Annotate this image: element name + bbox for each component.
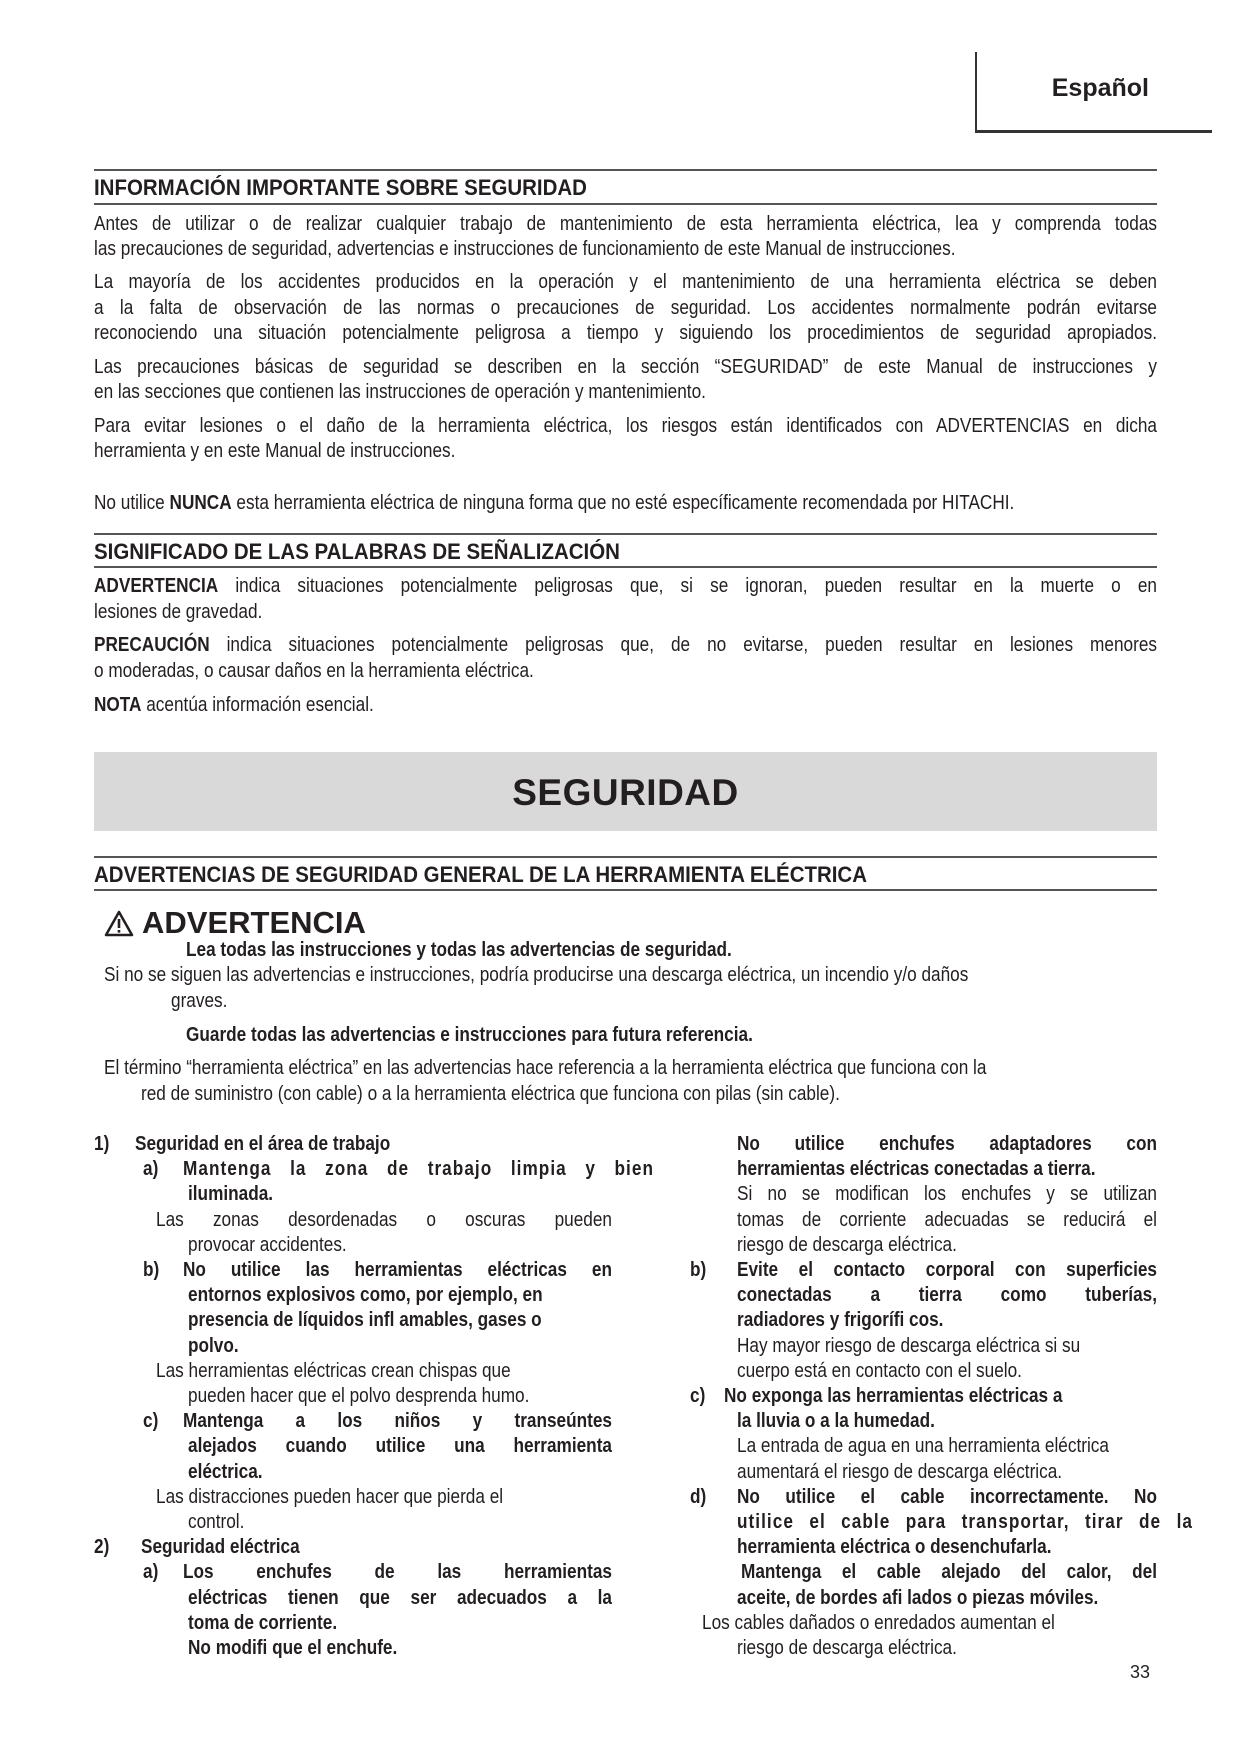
list-line: herramienta eléctrica o desenchufarla. <box>737 1536 1052 1559</box>
list-line: No utilice el cable incorrectamente. No <box>737 1485 1157 1508</box>
list-line: utilice el cable para transportar, tirar de la <box>737 1511 1193 1533</box>
intro-line: Guarde todas las advertencias e instrucciones para futura referencia. <box>186 1024 753 1046</box>
list-line: control. <box>188 1511 245 1533</box>
safety-banner <box>94 752 1157 831</box>
paragraph-line: Para evitar lesiones o el daño de la herramienta eléctrica, los riesgos están identificados con ADVERTENCIAS en dicha <box>94 415 1157 437</box>
list-line: alejados cuando utilice una herramienta <box>188 1435 612 1458</box>
warning-title <box>104 905 366 941</box>
list-line: No modifi que el enchufe. <box>188 1637 398 1659</box>
paragraph-line <box>94 633 1157 658</box>
warning-triangle-icon <box>104 910 134 937</box>
signal-word: PRECAUCIÓN <box>94 634 210 656</box>
section-heading-important-info: INFORMACIÓN IMPORTANTE SOBRE SEGURIDAD <box>94 175 587 200</box>
list-line: Seguridad en el área de trabajo <box>135 1133 391 1155</box>
list-line: Seguridad eléctrica <box>141 1536 300 1559</box>
list-line: radiadores y frigorífi cos. <box>737 1309 944 1332</box>
section-heading-general-warnings: ADVERTENCIAS DE SEGURIDAD GENERAL DE LA HERRAMIENTA ELÉCTRICA <box>94 862 867 887</box>
list-marker: c) <box>143 1410 159 1433</box>
text: indica situaciones potencialmente peligrosas que, de no evitarse, pueden resultar en lesiones menores <box>209 634 1157 656</box>
paragraph-line: La mayoría de los accidentes producidos en la operación y el mantenimiento de una herramienta eléctrica se deben <box>94 271 1157 293</box>
paragraph-line: las precauciones de seguridad, advertencias e instrucciones de funcionamiento de este Manual de instrucciones. <box>94 238 956 260</box>
section-heading-signal-words: SIGNIFICADO DE LAS PALABRAS DE SEÑALIZACIÓN <box>94 539 620 564</box>
intro-line: El término “herramienta eléctrica” en las advertencias hace referencia a la herramienta eléctrica que funciona con la <box>104 1057 987 1079</box>
list-marker: 1) <box>94 1133 110 1155</box>
list-line: Las herramientas eléctricas crean chispas que <box>156 1359 511 1382</box>
emphasis-nunca: NUNCA <box>169 492 232 514</box>
paragraph-line: Las precauciones básicas de seguridad se describen en la sección “SEGURIDAD” de este Manual de instrucciones y <box>94 356 1157 378</box>
list-line: No utilice las herramientas eléctricas en <box>183 1259 612 1281</box>
paragraph-line: Antes de utilizar o de realizar cualquier trabajo de mantenimiento de esta herramienta eléctrica, lea y comprenda todas <box>94 213 1157 235</box>
list-line: eléctrica. <box>188 1460 263 1483</box>
text: acentúa información esencial. <box>141 694 374 716</box>
text: esta herramienta eléctrica de ninguna forma que no esté específicamente recomendada por HITACHI. <box>231 492 1015 514</box>
paragraph-line <box>94 693 374 718</box>
list-line: eléctricas tienen que ser adecuados a la <box>188 1586 612 1609</box>
list-marker: b) <box>143 1259 160 1281</box>
paragraph-line: lesiones de gravedad. <box>94 601 263 623</box>
list-marker: a) <box>143 1561 159 1584</box>
text: No utilice <box>94 492 170 514</box>
list-line: Evite el contacto corporal con superficies <box>737 1259 1157 1281</box>
list-line: Las distracciones pueden hacer que pierda el <box>156 1485 504 1508</box>
banner-title: SEGURIDAD <box>512 772 739 813</box>
list-line: No utilice enchufes adaptadores con <box>737 1133 1157 1155</box>
text: indica situaciones potencialmente peligrosas que, si se ignoran, pueden resultar en la muerte o en <box>218 575 1157 597</box>
intro-line: graves. <box>171 990 228 1012</box>
list-marker: 2) <box>94 1536 110 1559</box>
divider <box>94 566 1157 568</box>
signal-word: NOTA <box>94 694 142 716</box>
list-line: Mantenga la zona de trabajo limpia y bien <box>183 1158 654 1181</box>
list-line: No exponga las herramientas eléctricas a <box>724 1385 1063 1407</box>
list-line: Hay mayor riesgo de descarga eléctrica si su <box>737 1334 1081 1357</box>
list-marker: d) <box>690 1485 707 1508</box>
list-line: Mantenga a los niños y transeúntes <box>183 1410 612 1433</box>
signal-word: ADVERTENCIA <box>94 575 219 597</box>
intro-line: Si no se siguen las advertencias e instrucciones, podría producirse una descarga eléctrica, un incendio y/o daños <box>104 964 969 986</box>
list-line: La entrada de agua en una herramienta eléctrica <box>737 1435 1109 1458</box>
list-line: riesgo de descarga eléctrica. <box>737 1233 957 1256</box>
list-line: herramientas eléctricas conectadas a tierra. <box>737 1158 1096 1181</box>
language-label: Español <box>1051 74 1149 102</box>
warning-label: ADVERTENCIA <box>142 905 366 940</box>
nunca-paragraph <box>94 491 1014 516</box>
paragraph-line <box>94 574 1157 599</box>
list-marker: c) <box>690 1385 706 1407</box>
divider <box>94 533 1157 535</box>
divider <box>94 856 1157 858</box>
list-line: la lluvia o a la humedad. <box>737 1410 935 1433</box>
list-line: Los cables dañados o enredados aumentan el <box>702 1611 1055 1634</box>
list-line: conectadas a tierra como tuberías, <box>737 1284 1157 1307</box>
list-line: aceite, de bordes afi lados o piezas móviles. <box>737 1586 1099 1609</box>
divider <box>94 889 1157 891</box>
list-line: tomas de corriente adecuadas se reducirá el <box>737 1208 1157 1231</box>
list-line: polvo. <box>188 1334 239 1357</box>
list-line: presencia de líquidos infl amables, gases o <box>188 1309 542 1332</box>
intro-line: Lea todas las instrucciones y todas las advertencias de seguridad. <box>186 939 732 961</box>
list-line: Las zonas desordenadas o oscuras pueden <box>156 1208 612 1231</box>
intro-line: red de suministro (con cable) o a la herramienta eléctrica que funciona con pilas (sin cable). <box>141 1083 840 1105</box>
list-line: pueden hacer que el polvo desprenda humo. <box>188 1385 530 1407</box>
list-marker: b) <box>690 1259 707 1281</box>
list-line: aumentará el riesgo de descarga eléctrica. <box>737 1460 1063 1483</box>
list-marker: a) <box>143 1158 159 1181</box>
paragraph-line: o moderadas, o causar daños en la herramienta eléctrica. <box>94 660 534 682</box>
page-number: 33 <box>1130 1662 1151 1682</box>
paragraph-line: herramienta y en este Manual de instrucciones. <box>94 440 456 462</box>
list-line: Los enchufes de las herramientas <box>183 1561 612 1584</box>
list-line: Si no se modifican los enchufes y se utilizan <box>737 1183 1157 1206</box>
paragraph-line: en las secciones que contienen las instrucciones de operación y mantenimiento. <box>94 381 706 403</box>
paragraph-line: a la falta de observación de las normas o precauciones de seguridad. Los accidentes normalmente podrán evitarse <box>94 297 1157 319</box>
language-tab <box>975 52 1212 133</box>
divider <box>94 203 1157 205</box>
divider <box>94 169 1157 171</box>
list-line: entornos explosivos como, por ejemplo, en <box>188 1284 543 1307</box>
list-line: Mantenga el cable alejado del calor, del <box>741 1561 1157 1584</box>
list-line: cuerpo está en contacto con el suelo. <box>737 1359 1022 1382</box>
list-line: toma de corriente. <box>188 1611 338 1634</box>
list-line: iluminada. <box>188 1183 274 1206</box>
paragraph-line: reconociendo una situación potencialmente peligrosa a tiempo y siguiendo los procedimientos de seguridad apropiados. <box>94 322 1157 344</box>
list-line: riesgo de descarga eléctrica. <box>737 1637 957 1659</box>
list-line: provocar accidentes. <box>188 1233 347 1256</box>
